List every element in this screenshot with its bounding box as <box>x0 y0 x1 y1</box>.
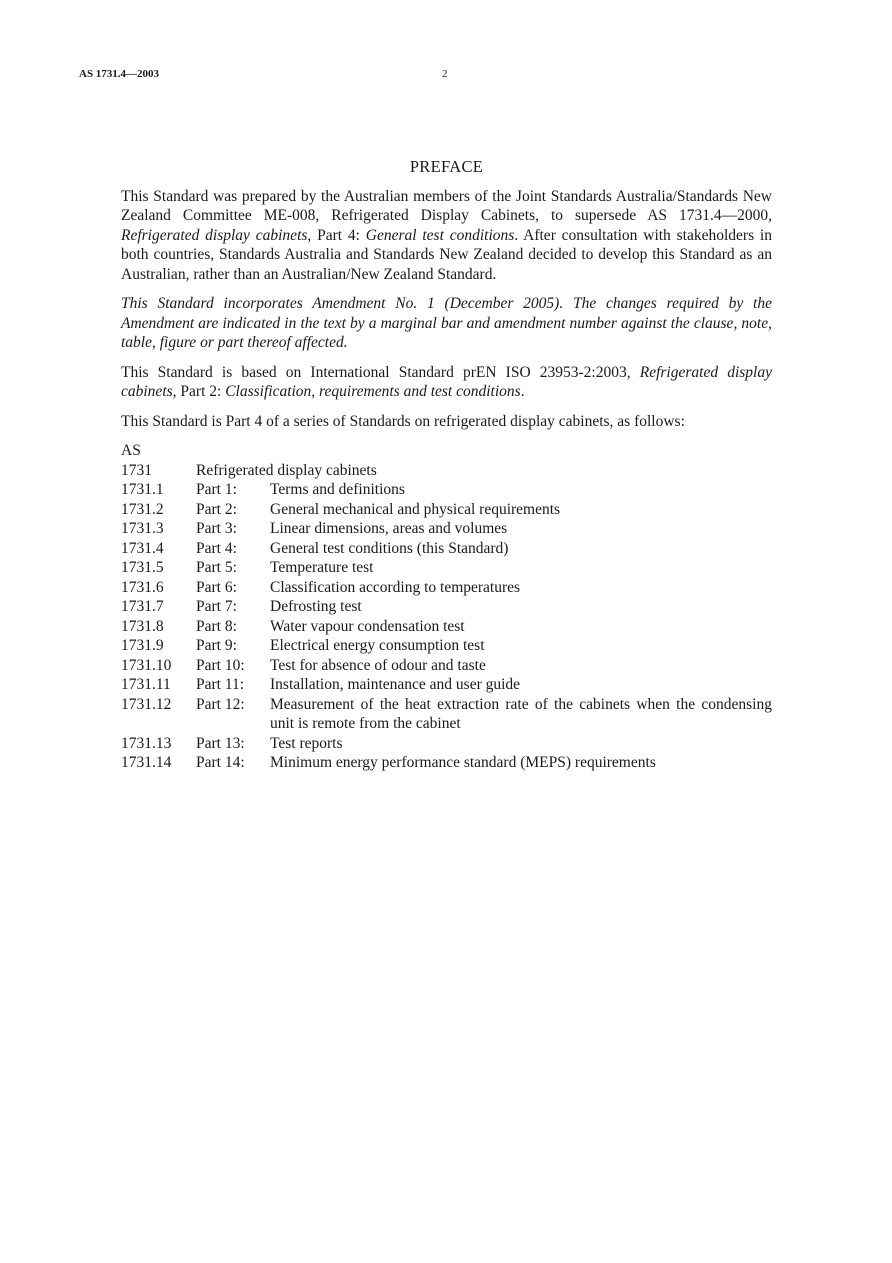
part-title: Test for absence of odour and taste <box>270 656 486 674</box>
part-label: Part 8: <box>196 617 237 635</box>
part-title: Test reports <box>270 734 343 752</box>
part-label: Part 9: <box>196 637 237 654</box>
part-title: Electrical energy consumption test <box>270 637 485 654</box>
standard-number: 1731.11 <box>121 676 171 693</box>
standard-number: 1731.10 <box>121 656 172 674</box>
series-part-row <box>121 597 772 617</box>
series-heading: AS <box>121 442 141 459</box>
series-part-row <box>121 734 772 754</box>
text-run: , Part 2: <box>172 383 226 400</box>
part-title: General mechanical and physical requirements <box>270 500 561 518</box>
part-title: Installation, maintenance and user guide <box>270 676 521 693</box>
part-label: Part 14: <box>196 754 245 771</box>
part-label: Part 11: <box>196 676 245 693</box>
series-part-row <box>121 695 772 734</box>
series-part-row <box>121 675 772 695</box>
series-part-row <box>121 480 772 500</box>
amendment-note: This Standard incorporates Amendment No. 1 (December 2005). The changes required by the Amendment are indicated in the text by a marginal bar and amendment number against the clause, note, table, figure or part thereof affected. <box>121 295 772 351</box>
series-part-row <box>121 617 772 637</box>
series-part-row <box>121 636 772 656</box>
series-part-row <box>121 753 772 773</box>
series-list <box>121 441 772 773</box>
italic-title-run: General test conditions <box>365 226 515 244</box>
part-label: Part 13: <box>196 734 245 752</box>
part-title: Water vapour condensation test <box>270 617 465 635</box>
part-label: Part 1: <box>196 481 237 498</box>
part-title: Classification according to temperatures <box>270 578 521 596</box>
preface-section <box>121 157 772 773</box>
part-label: Part 10: <box>196 656 245 674</box>
series-part-row <box>121 578 772 598</box>
preface-paragraph-committee <box>121 187 772 285</box>
standard-number: 1731.5 <box>121 559 164 576</box>
series-part-row <box>121 519 772 539</box>
preface-paragraph-series: This Standard is Part 4 of a series of Standards on refrigerated display cabinets, as follows: <box>121 412 685 430</box>
series-part-row <box>121 539 772 559</box>
standard-number: 1731.4 <box>121 539 164 557</box>
part-label: Part 2: <box>196 500 237 518</box>
part-title: Defrosting test <box>270 598 362 615</box>
italic-title-run: Classification, requirements and test conditions <box>225 383 521 400</box>
part-title: Temperature test <box>270 559 374 576</box>
text-run: . After consultation with stakeholders in both countries, Standards Australia and Standards New Zealand decided to develop this Standard as an Australian, rather than an Australian/New Zealand Standard. <box>121 226 772 283</box>
standard-number: 1731.12 <box>121 695 172 713</box>
standard-number: 1731.13 <box>121 734 172 752</box>
series-part-row <box>121 656 772 676</box>
part-title: General test conditions (this Standard) <box>270 539 509 557</box>
series-part-row <box>121 558 772 578</box>
italic-title-run: Refrigerated display cabinets <box>121 363 772 400</box>
part-title: Measurement of the heat extraction rate of the cabinets when the condensing unit is remote from the cabinet <box>270 695 772 732</box>
part-label: Part 5: <box>196 559 237 576</box>
standard-number: 1731.9 <box>121 637 164 654</box>
standard-title: Refrigerated display cabinets <box>196 461 377 479</box>
part-label: Part 7: <box>196 598 237 615</box>
part-label: Part 4: <box>196 539 237 557</box>
document-reference: AS 1731.4—2003 <box>79 68 160 80</box>
preface-title: PREFACE <box>409 157 484 176</box>
series-part-row <box>121 500 772 520</box>
part-title: Terms and definitions <box>270 481 405 498</box>
standard-number: 1731.6 <box>121 578 164 596</box>
standard-number: 1731.7 <box>121 598 164 615</box>
text-run: This Standard is based on International Standard prEN ISO 23953-2:2003, <box>121 363 640 381</box>
text-run: , Part 4: <box>307 226 366 244</box>
page-number: 2 <box>442 68 448 80</box>
part-title: Minimum energy performance standard (MEPS) requirements <box>270 754 656 771</box>
text-run: . <box>520 383 525 400</box>
standard-number: 1731.8 <box>121 617 164 635</box>
part-label: Part 12: <box>196 695 245 713</box>
standard-number: 1731.1 <box>121 481 164 498</box>
standard-number: 1731.2 <box>121 500 164 518</box>
series-parts <box>121 480 772 773</box>
series-root-row <box>121 461 772 481</box>
part-label: Part 6: <box>196 578 237 596</box>
standard-number: 1731.3 <box>121 520 164 537</box>
part-label: Part 3: <box>196 520 237 537</box>
page-header <box>79 68 813 82</box>
part-title: Linear dimensions, areas and volumes <box>270 520 508 537</box>
text-run: This Standard was prepared by the Australian members of the Joint Standards Australia/Standards New Zealand Committee ME-008, Refrigerated Display Cabinets, to supersede AS 1731.4—2000, <box>121 187 772 224</box>
italic-title-run: Refrigerated display cabinets <box>121 226 308 244</box>
standard-number: 1731.14 <box>121 754 172 771</box>
preface-paragraph-basis <box>121 363 772 402</box>
standard-number: 1731 <box>121 461 152 479</box>
